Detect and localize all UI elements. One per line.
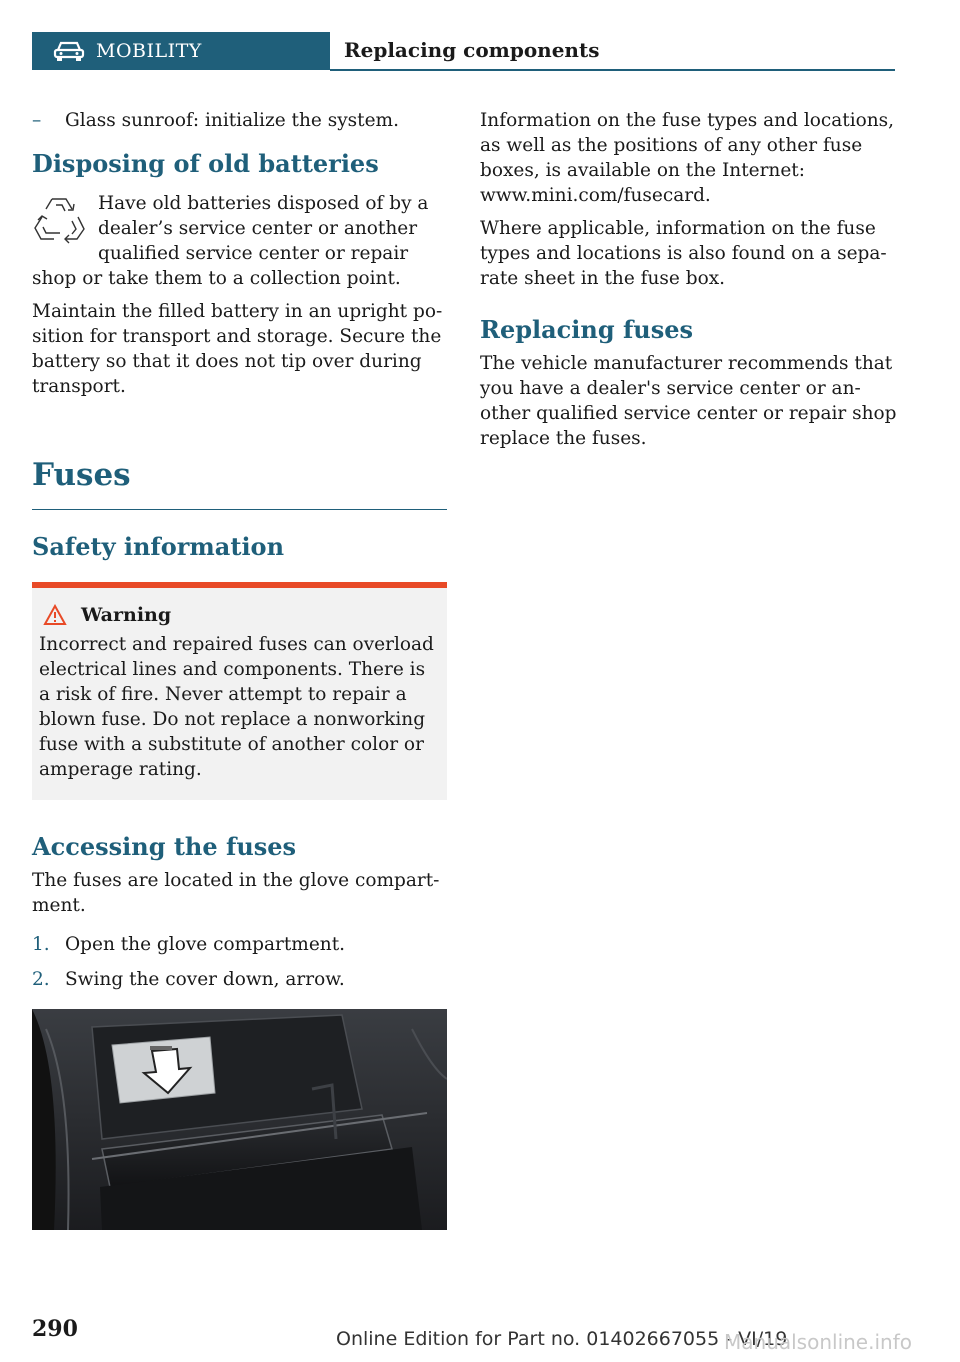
right-column: [480, 108, 900, 459]
car-icon: [52, 40, 86, 62]
step-text: Swing the cover down, arrow.: [65, 969, 345, 990]
disposing-line-3: qualified service center or repair: [98, 243, 409, 264]
glove-compartment-photo: [32, 1009, 447, 1230]
fusecard-paragraph: Information on the fuse types and locations, as well as the positions of any other fuse boxes, is available on the Internet: www.mini.com/fusecard.: [480, 110, 895, 206]
accessing-heading: Accessing the fuses: [32, 832, 297, 861]
list-item: [32, 967, 447, 992]
disposing-line-4: shop or take them to a collection point.: [32, 268, 401, 289]
dash-marker: –: [32, 110, 42, 131]
watermark: Manualsonline.info: [724, 1330, 912, 1354]
disposing-line-1: Have old batteries disposed of by a: [98, 193, 429, 214]
step-number: 2.: [32, 969, 50, 990]
step-number: 1.: [32, 934, 50, 955]
recycle-icon: [32, 191, 86, 245]
section-label: MOBILITY: [96, 40, 202, 62]
edition-note: Online Edition for Part no. 01402667055 - VI/19: [336, 1328, 788, 1350]
warning-triangle-icon: [43, 604, 67, 626]
disposing-line-2: dealer’s service center or another: [98, 218, 418, 239]
replacing-heading: Replacing fuses: [480, 315, 694, 344]
replacing-text: The vehicle manufacturer recommends that you have a dealer's service center or an‐other qualified service center or repair shop replace the fuses.: [480, 353, 897, 449]
list-item: [32, 932, 447, 957]
left-column: [32, 108, 447, 1002]
disposing-heading: Disposing of old batteries: [32, 149, 379, 178]
header-rule: [330, 69, 895, 71]
fuses-rule: [32, 509, 447, 510]
accessing-intro: The fuses are located in the glove compart‐ment.: [32, 870, 440, 916]
fuses-heading: Fuses: [32, 457, 131, 493]
warning-text: Incorrect and repaired fuses can overload electrical lines and components. There is a risk of fire. Never attempt to repair a blown fuse. Do not replace a nonworking fuse with a substitute of another color or amperage rating.: [39, 634, 434, 780]
disposing-block: [32, 191, 447, 291]
warning-box: [32, 582, 447, 800]
page-number: 290: [32, 1316, 78, 1342]
fuse-sheet-paragraph: Where applicable, information on the fuse types and locations is also found on a sepa‐rate sheet in the fuse box.: [480, 218, 887, 289]
warning-title: Warning: [81, 604, 172, 626]
safety-heading: Safety information: [32, 532, 285, 561]
page-title: Replacing components: [344, 38, 600, 62]
disposing-paragraph: Maintain the filled battery in an upright po‐sition for transport and storage. Secure the battery so that it does not tip over during transport.: [32, 301, 443, 397]
section-tab: [32, 32, 330, 70]
list-item: [32, 108, 447, 133]
step-text: Open the glove compartment.: [65, 934, 346, 955]
list-item-text: Glass sunroof: initialize the system.: [65, 110, 399, 131]
